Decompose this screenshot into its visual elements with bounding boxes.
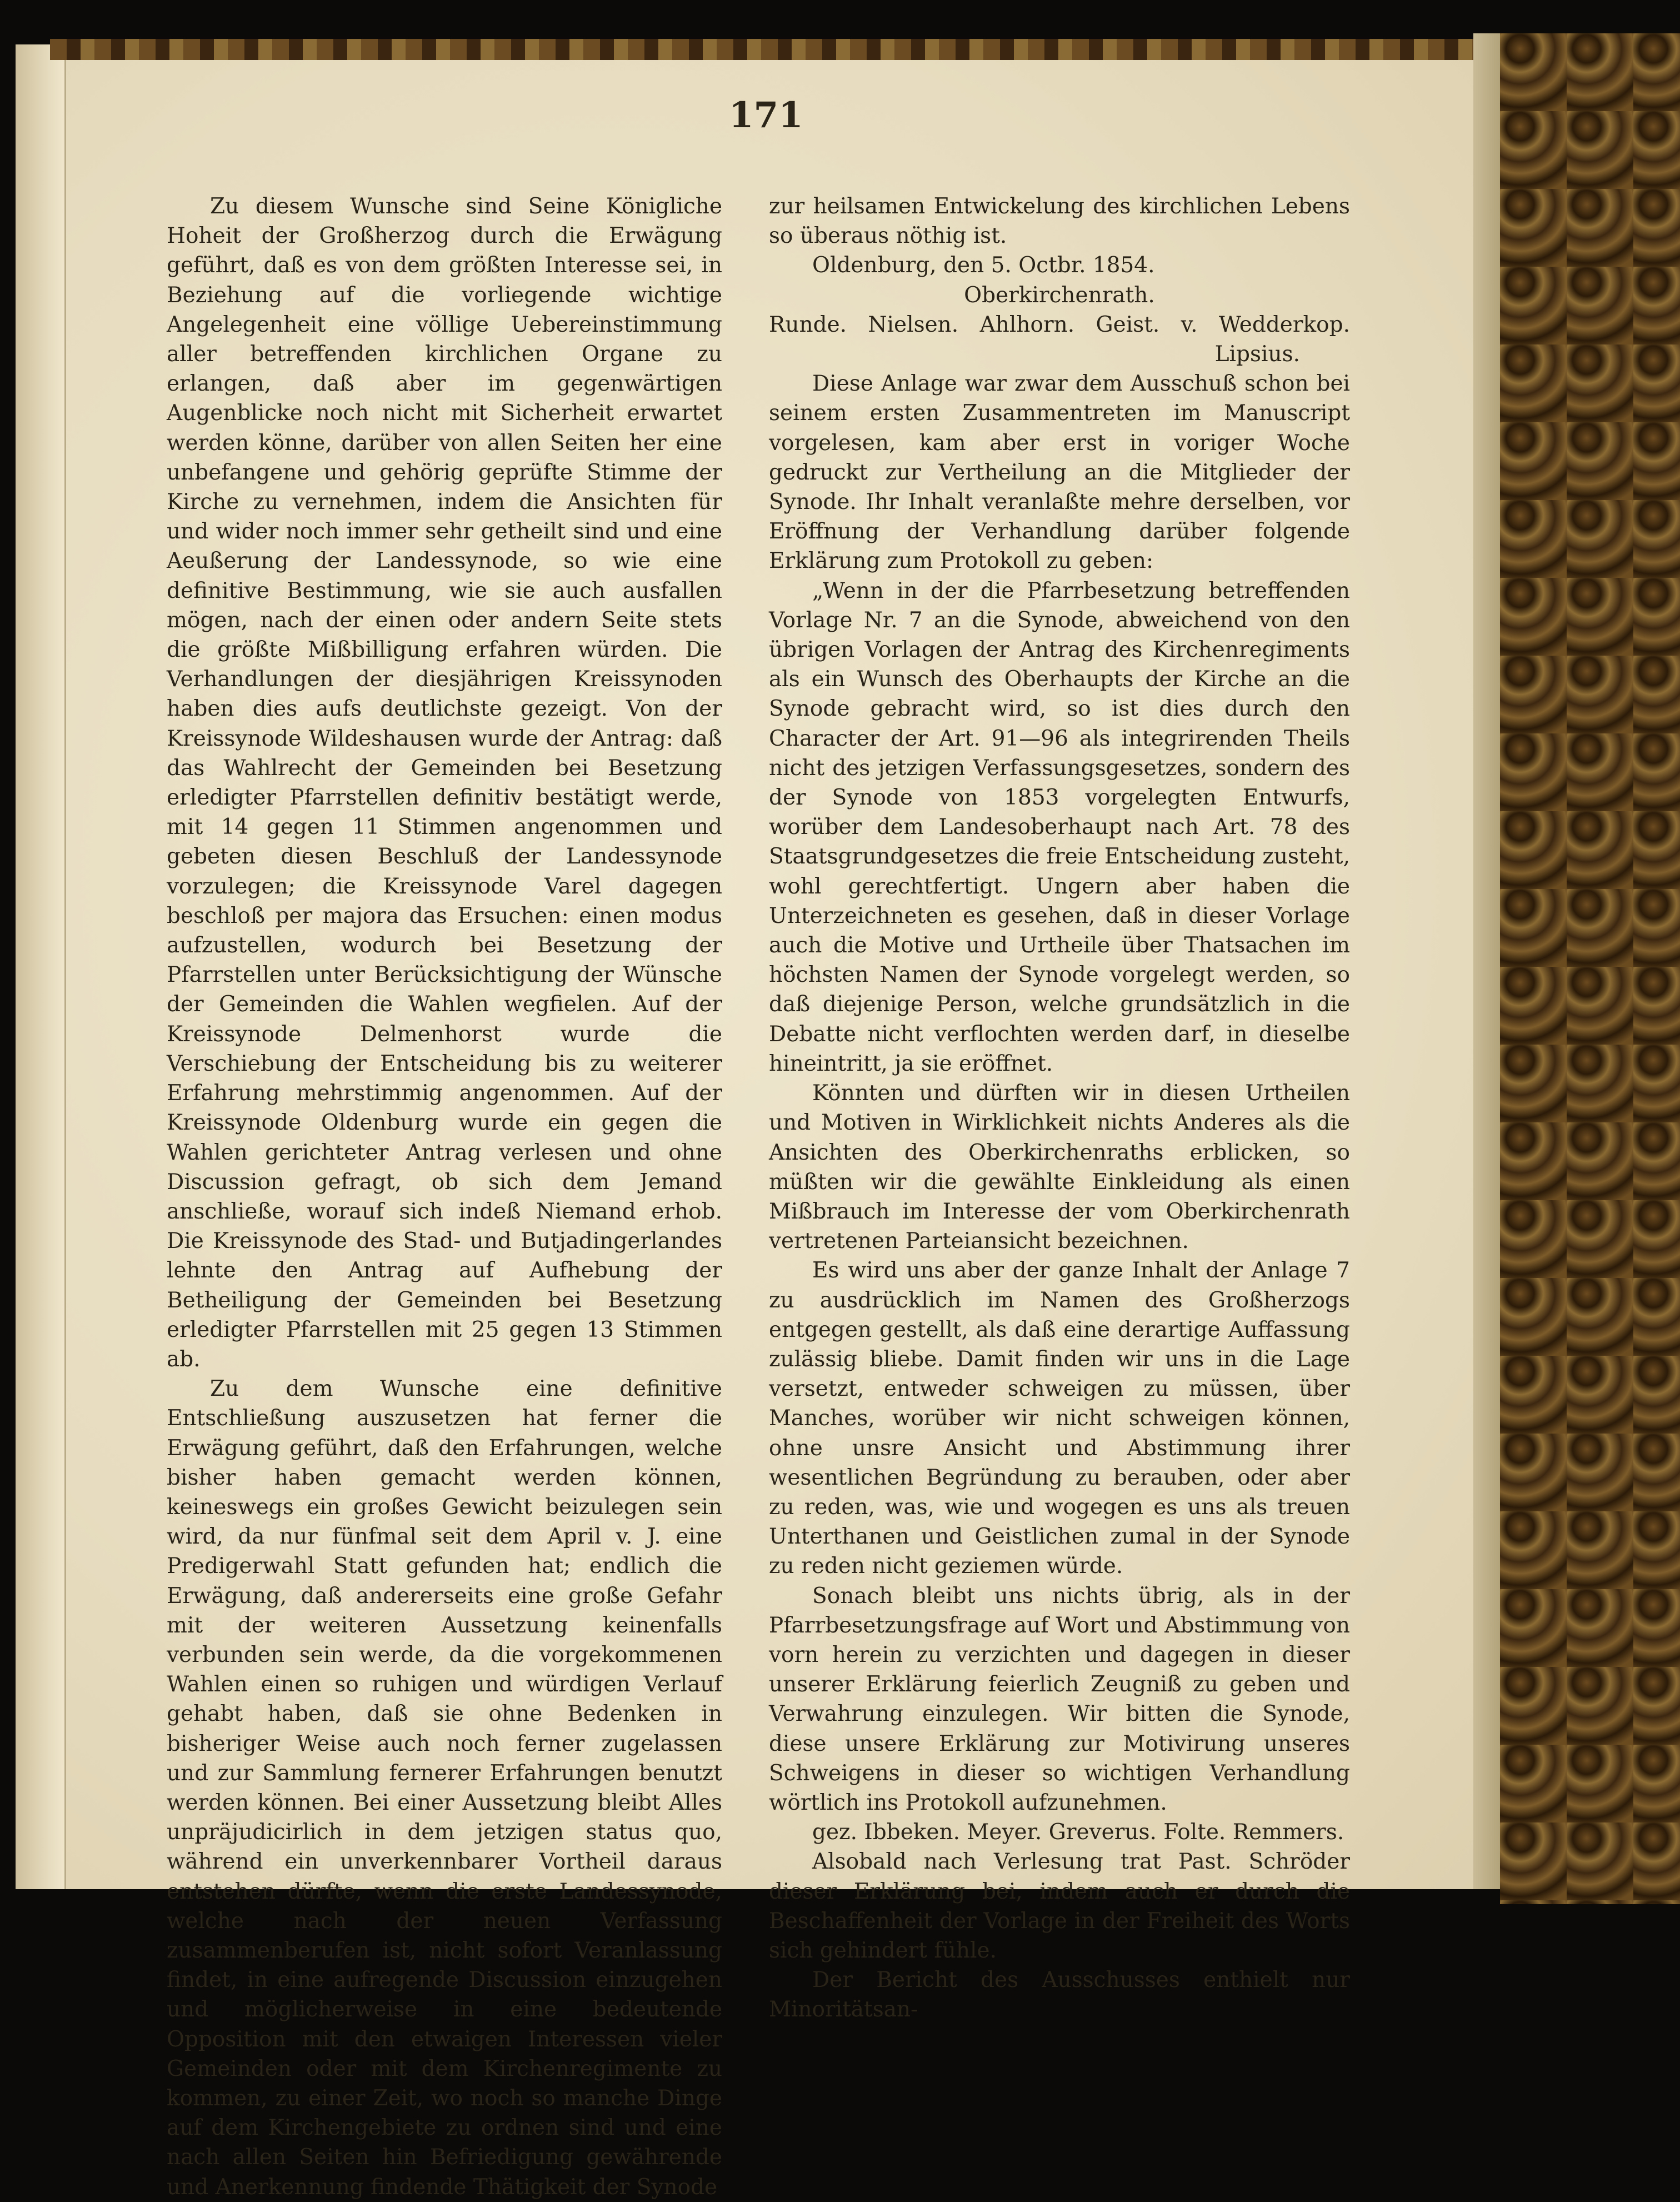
paragraph: „Wenn in der die Pfarrbesetzung betreffenden Vorlage Nr. 7 an die Synode, abweichend von den übrigen Vorlagen der Antrag des Kirchenregiments als ein Wunsch des Oberhaupts der Kirche an die Synode gebracht wird, so ist dies durch den Character der Art. 91—96 als integrirenden Theils nicht des jetzigen Verfassungsgesetzes, sondern des der Synode von 1853 vorgelegten Entwurfs, worüber dem Landesoberhaupt nach Art. 78 des Staatsgrundgesetzes die freie Entscheidung zusteht, wohl gerechtfertigt. Ungern aber haben die Unterzeichneten es gesehen, daß in dieser Vorlage auch die Motive und Urtheile über Thatsachen im höchsten Namen der Synode vorgelegt werden, so daß diejenige Person, welche grundsätzlich in die Debatte nicht verflochten werden darf, in dieselbe hineintritt, ja sie eröffnet. [769, 578, 1350, 1076]
authority: Oberkirchenrath. [964, 282, 1155, 308]
paragraph: Zu diesem Wunsche sind Seine Königliche Hoheit der Großherzog durch die Erwägung geführt, daß es von dem größten Interesse sei, in Beziehung auf die vorliegende wichtige Angelegenheit eine völlige Uebereinstimmung aller betreffenden kirchlichen Organe zu erlangen, daß aber im gegenwärtigen Augenblicke noch nicht mit Sicherheit erwartet werden könne, darüber von allen Seiten her eine unbefangene und gehörig geprüfte Stimme der Kirche zu vernehmen, indem die Ansichten für und wider noch immer sehr getheilt sind und eine Aeußerung der Landessynode, so wie eine definitive Bestimmung, wie sie auch ausfallen mögen, nach der einen oder andern Seite stets die größte Mißbilligung erfahren würden. Die Verhandlungen der diesjährigen Kreissynoden haben dies aufs deutlichste gezeigt. Von der Kreissynode Wildeshausen wurde der Antrag: daß das Wahlrecht der Gemeinden bei Besetzung erledigter Pfarrstellen definitiv bestätigt werde, mit 14 gegen 11 Stimmen angenommen und gebeten diesen Beschluß der Landessynode vorzulegen; die Kreissynode Varel dagegen beschloß per majora das Ersuchen: einen modus aufzustellen, wodurch bei Besetzung der Pfarrstellen unter Berücksichtigung der Wünsche der Gemeinden die Wahlen wegfielen. Auf der Kreissynode Delmenhorst wurde die Verschiebung der Entscheidung bis zu weiterer Erfahrung mehrstimmig angenommen. Auf der Kreissynode Oldenburg wurde ein gegen die Wahlen gerichteter Antrag verlesen und ohne Discussion gefragt, ob sich dem Jemand anschließe, worauf sich indeß Niemand erhob. Die Kreissynode des Stad- und Butjadingerlandes lehnte den Antrag auf Aufhebung der Betheiligung der Gemeinden bei Besetzung erledigter Pfarrstellen mit 25 gegen 13 Stimmen ab. [167, 194, 722, 1372]
marbled-cover [1500, 33, 1680, 1904]
paragraph: Könnten und dürften wir in diesen Urtheilen und Motiven in Wirklichkeit nichts Anderes als die Ansichten des Oberkirchenraths erblicken, so müßten wir die gewählte Einkleidung als einen Mißbrauch im Interesse der vom Oberkirchenrath vertretenen Parteiansicht bezeichnen. [769, 1081, 1350, 1254]
signatories: Runde. Nielsen. Ahlhorn. Geist. v. Wedderkop. [769, 312, 1350, 337]
right-column [769, 192, 1350, 2025]
page-number: 171 [729, 94, 803, 136]
signatory-last: Lipsius. [1214, 342, 1300, 367]
place-date: Oldenburg, den 5. Octbr. 1854. [812, 253, 1155, 278]
paragraph: Der Bericht des Ausschusses enthielt nur Minoritätsan- [769, 1968, 1350, 2023]
paragraph: Alsobald nach Verlesung trat Past. Schröder dieser Erklärung bei, indem auch er durch die Beschaffenheit der Vorlage in der Freiheit des Worts sich gehindert fühle. [769, 1849, 1350, 1963]
paragraph: Es wird uns aber der ganze Inhalt der Anlage 7 zu ausdrücklich im Namen des Großherzogs entgegen gestellt, als daß eine derartige Auffassung zulässig bliebe. Damit finden wir uns in die Lage versetzt, entweder schweigen zu müssen, über Manches, worüber wir nicht schweigen können, ohne unsre Ansicht und Abstimmung ihrer wesentlichen Begründung zu berauben, oder aber zu reden, was, wie und wogegen es uns als treuen Unterthanen und Geistlichen zumal in der Synode zu reden nicht geziemen würde. [769, 1258, 1350, 1579]
binding-top [50, 39, 1506, 60]
left-column [167, 192, 722, 2202]
paragraph: Diese Anlage war zwar dem Ausschuß schon bei seinem ersten Zusammentreten im Manuscript vorgelesen, kam aber erst in voriger Woche gedruckt zur Vertheilung an die Mitglieder der Synode. Ihr Inhalt veranlaßte mehre derselben, vor Eröffnung der Verhandlung darüber folgende Erklärung zum Protokoll zu geben: [769, 371, 1350, 574]
signature-line: gez. Ibbeken. Meyer. Greverus. Folte. Remmers. [812, 1820, 1344, 1845]
paragraph: Zu dem Wunsche eine definitive Entschließung auszusetzen hat ferner die Erwägung geführt, daß den Erfahrungen, welche bisher haben gemacht werden können, keineswegs ein großes Gewicht beizulegen sein wird, da nur fünfmal seit dem April v. J. eine Predigerwahl Statt gefunden hat; endlich die Erwägung, daß andererseits eine große Gefahr mit der weiteren Aussetzung keinenfalls verbunden sein werde, da die vorgekommenen Wahlen einen so ruhigen und würdigen Verlauf gehabt haben, daß sie ohne Bedenken in bisheriger Weise auch noch ferner zugelassen und zur Sammlung fernerer Erfahrungen benutzt werden können. Bei einer Aussetzung bleibt Alles unpräjudicirlich in dem jetzigen status quo, während ein unverkennbarer Vortheil daraus entstehen dürfte, wenn die erste Landessynode, welche nach der neuen Verfassung zusammenberufen ist, nicht sofort Veranlassung findet, in eine aufregende Discussion einzugehen und möglicherweise in eine bedeutende Opposition mit den etwaigen Interessen vieler Gemeinden oder mit dem Kirchenregimente zu kommen, zu einer Zeit, wo noch so manche Dinge auf dem Kirchengebiete zu ordnen sind und eine nach allen Seiten hin Befriedigung gewährende und Anerkennung findende Thätigkeit der Synode [167, 1376, 722, 2200]
facing-page-edge [16, 44, 66, 1889]
paragraph: Sonach bleibt uns nichts übrig, als in der Pfarrbesetzungsfrage auf Wort und Abstimmung von vorn herein zu verzichten und dagegen in dieser unserer Erklärung feierlich Zeugniß zu geben und Verwahrung einzulegen. Wir bitten die Synode, diese unsere Erklärung zur Motivirung unseres Schweigens in dieser so wichtigen Verhandlung wörtlich ins Protokoll aufzunehmen. [769, 1583, 1350, 1815]
paragraph-continuation: zur heilsamen Entwickelung des kirchlichen Lebens so überaus nöthig ist. [769, 194, 1350, 249]
